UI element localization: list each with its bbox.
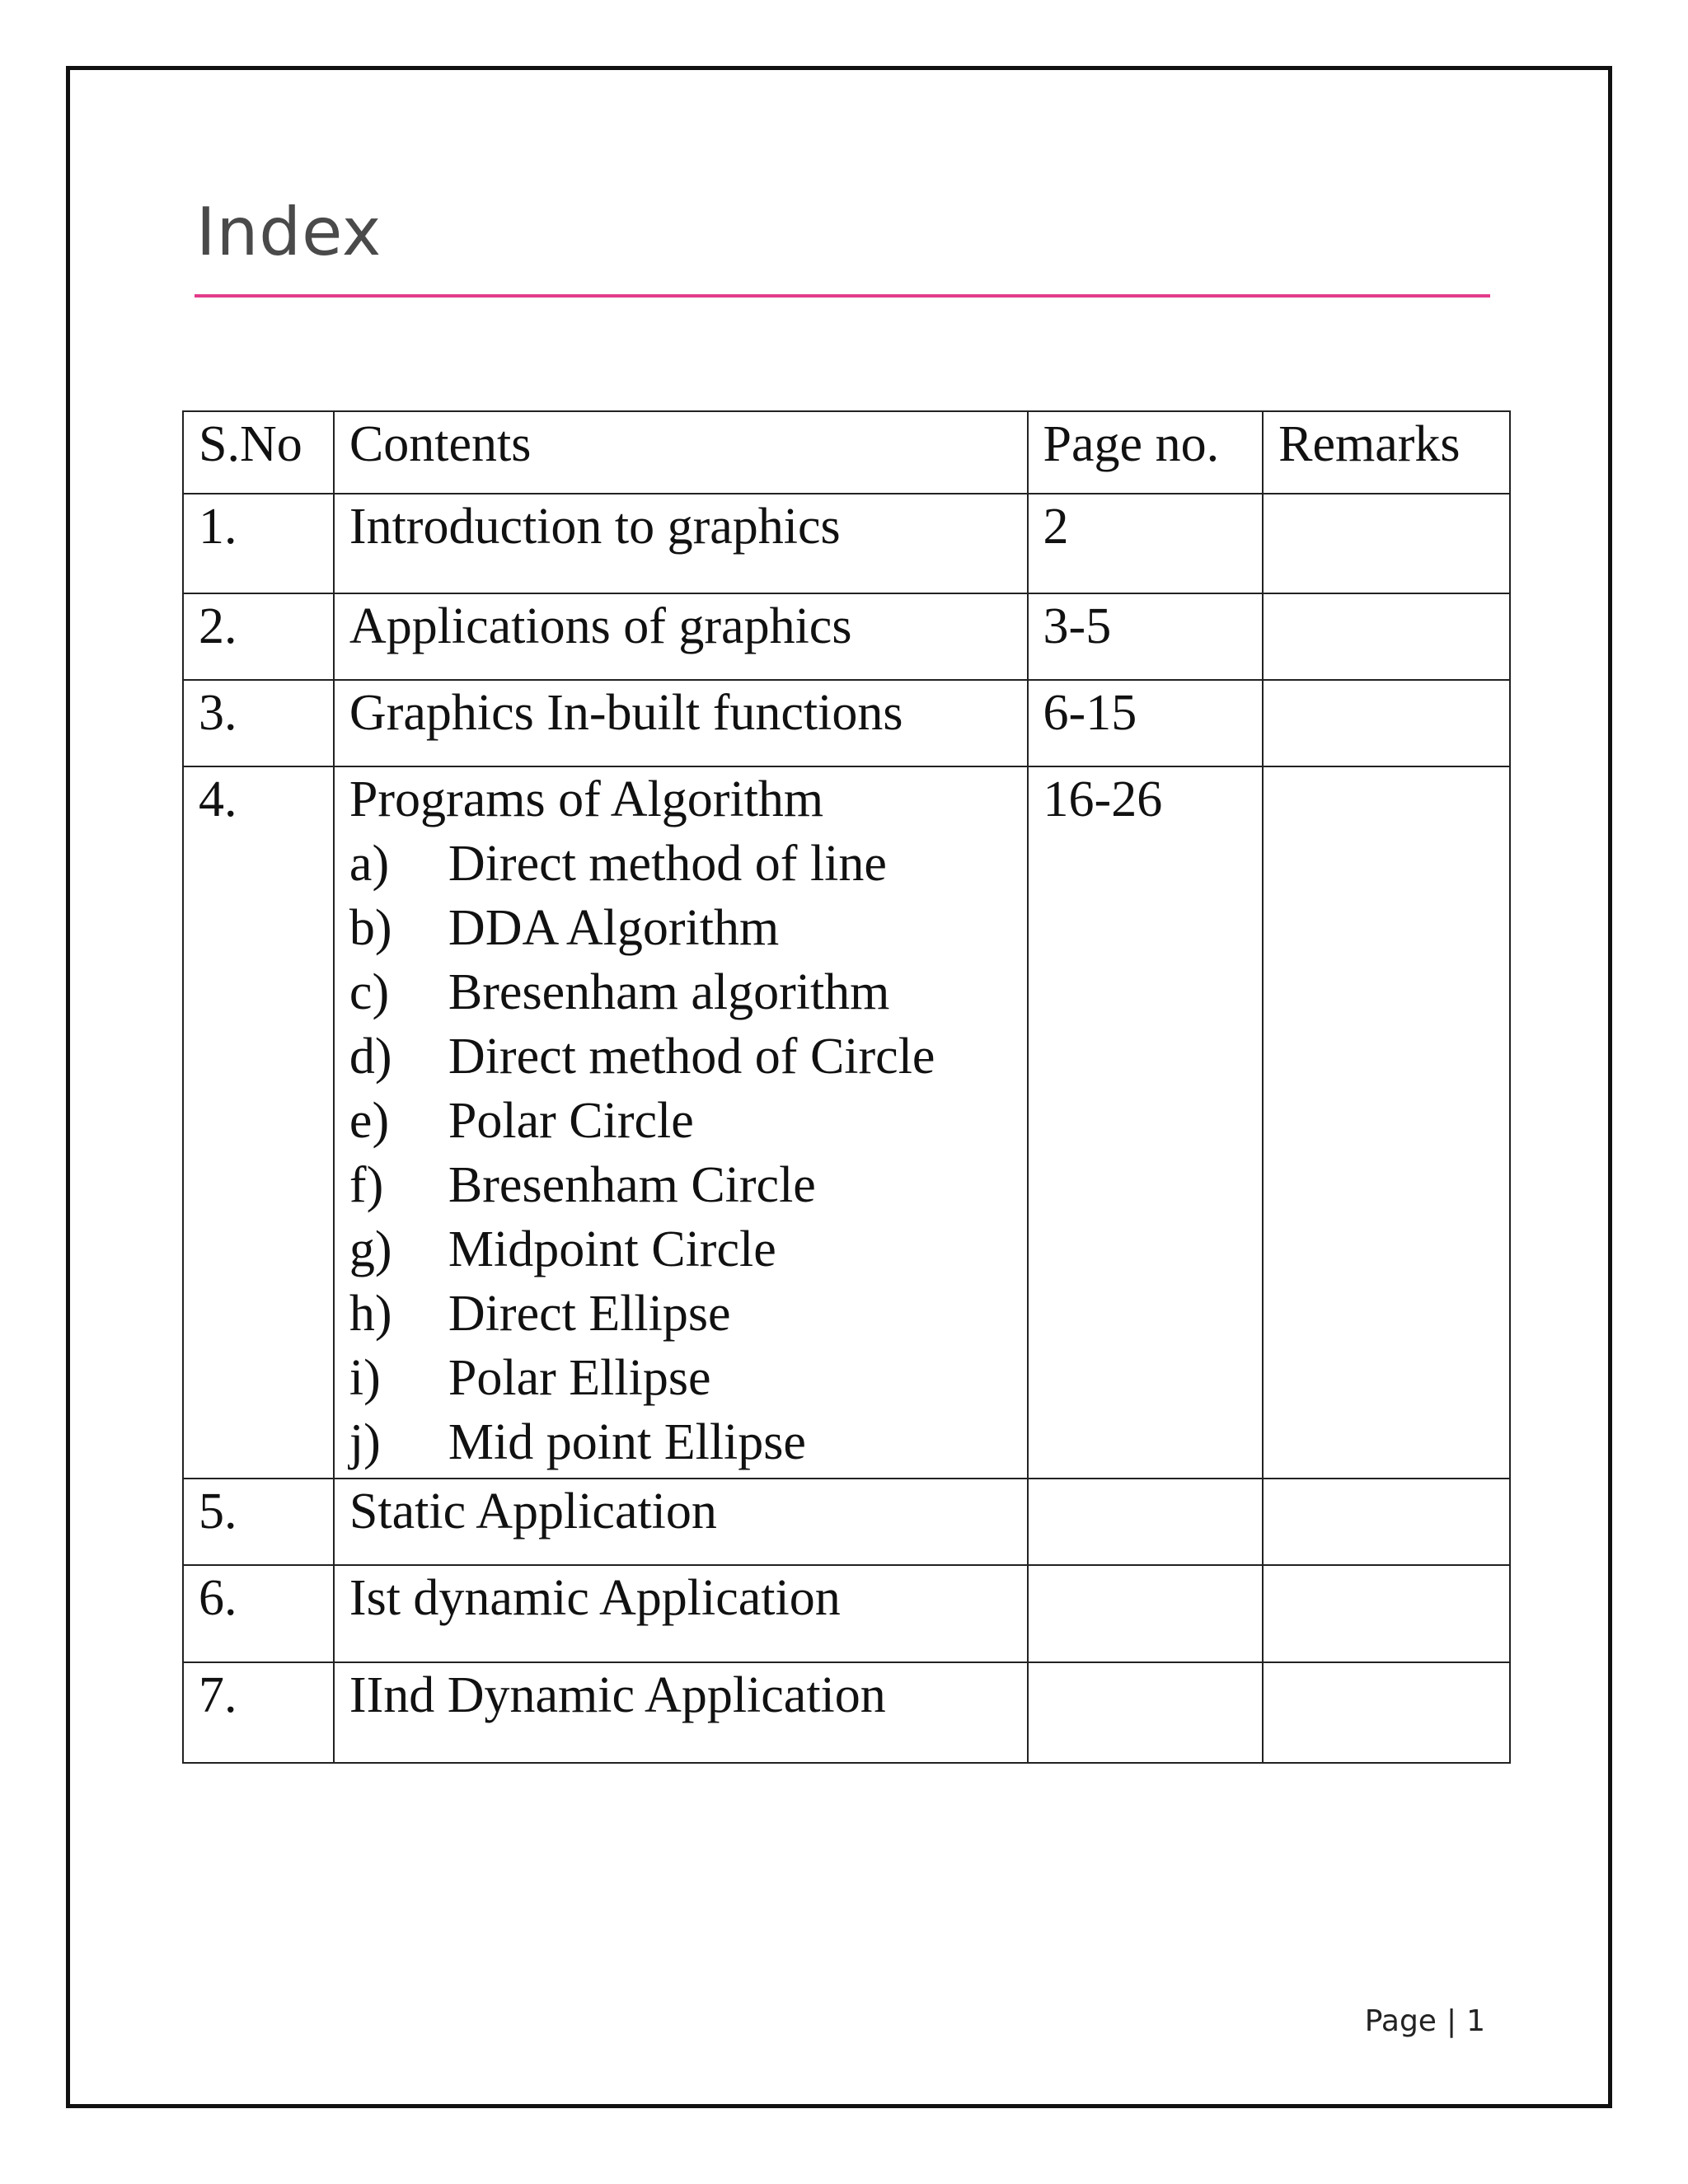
table-row — [183, 766, 1510, 1479]
algorithm-sub-list — [349, 832, 1012, 1474]
row-remarks — [1263, 1565, 1510, 1662]
list-marker: a) — [349, 836, 390, 892]
row-remarks — [1263, 593, 1510, 680]
list-label: Polar Ellipse — [448, 1350, 711, 1406]
header-contents: Contents — [334, 411, 1028, 494]
row-sno: 5. — [183, 1479, 334, 1565]
list-item — [349, 1089, 1012, 1153]
row-sno: 7. — [183, 1662, 334, 1763]
table-row — [183, 494, 1510, 593]
table-header-row — [183, 411, 1510, 494]
footer-separator: | — [1446, 2004, 1457, 2038]
list-item — [349, 1410, 1012, 1474]
row-contents: Graphics In-built functions — [334, 680, 1028, 766]
list-item — [349, 1153, 1012, 1217]
row-page: 16-26 — [1028, 766, 1264, 1479]
index-table — [182, 410, 1511, 1764]
list-label: Direct Ellipse — [448, 1286, 731, 1342]
list-label: DDA Algorithm — [448, 900, 780, 956]
row-contents: Introduction to graphics — [334, 494, 1028, 593]
list-label: Bresenham algorithm — [448, 964, 890, 1020]
list-marker: i) — [349, 1350, 381, 1406]
list-item — [349, 896, 1012, 960]
header-sno: S.No — [183, 411, 334, 494]
list-label: Direct method of Circle — [448, 1029, 935, 1085]
list-marker: e) — [349, 1093, 390, 1149]
row-page: 2 — [1028, 494, 1264, 593]
row-page — [1028, 1479, 1264, 1565]
row-sno: 3. — [183, 680, 334, 766]
list-marker: g) — [349, 1221, 392, 1277]
list-label: Bresenham Circle — [448, 1157, 816, 1213]
row-page: 6-15 — [1028, 680, 1264, 766]
list-marker: h) — [349, 1286, 392, 1342]
list-item — [349, 832, 1012, 896]
footer-page-label: Page — [1364, 2004, 1437, 2038]
list-label: Direct method of line — [448, 836, 887, 892]
row-contents: Ist dynamic Application — [334, 1565, 1028, 1662]
table-row — [183, 680, 1510, 766]
table-row — [183, 1479, 1510, 1565]
row-sno: 4. — [183, 766, 334, 1479]
header-remarks: Remarks — [1263, 411, 1510, 494]
list-item — [349, 1217, 1012, 1282]
list-marker: c) — [349, 964, 390, 1020]
list-label: Midpoint Circle — [448, 1221, 776, 1277]
footer-page-number: 1 — [1466, 2004, 1485, 2038]
list-item — [349, 1024, 1012, 1089]
row-contents-heading: Programs of Algorithm — [349, 771, 824, 827]
page-footer — [1365, 2004, 1485, 2038]
row-page — [1028, 1565, 1264, 1662]
row-page — [1028, 1662, 1264, 1763]
page-title: Index — [196, 194, 382, 270]
list-marker: d) — [349, 1029, 392, 1085]
row-remarks — [1263, 1479, 1510, 1565]
row-contents: Applications of graphics — [334, 593, 1028, 680]
row-remarks — [1263, 766, 1510, 1479]
table-row — [183, 1565, 1510, 1662]
header-page: Page no. — [1028, 411, 1264, 494]
list-label: Mid point Ellipse — [448, 1414, 806, 1470]
row-remarks — [1263, 680, 1510, 766]
row-sno: 2. — [183, 593, 334, 680]
list-marker: f) — [349, 1157, 384, 1213]
list-marker: b) — [349, 900, 392, 956]
list-item — [349, 1346, 1012, 1410]
row-sno: 6. — [183, 1565, 334, 1662]
row-remarks — [1263, 494, 1510, 593]
row-contents: Static Application — [334, 1479, 1028, 1565]
row-remarks — [1263, 1662, 1510, 1763]
row-contents — [334, 766, 1028, 1479]
list-item — [349, 960, 1012, 1024]
row-page: 3-5 — [1028, 593, 1264, 680]
list-item — [349, 1282, 1012, 1346]
table-row — [183, 593, 1510, 680]
list-marker: j) — [349, 1414, 381, 1470]
list-label: Polar Circle — [448, 1093, 694, 1149]
row-sno: 1. — [183, 494, 334, 593]
title-underline — [195, 294, 1490, 298]
table-row — [183, 1662, 1510, 1763]
row-contents: IInd Dynamic Application — [334, 1662, 1028, 1763]
